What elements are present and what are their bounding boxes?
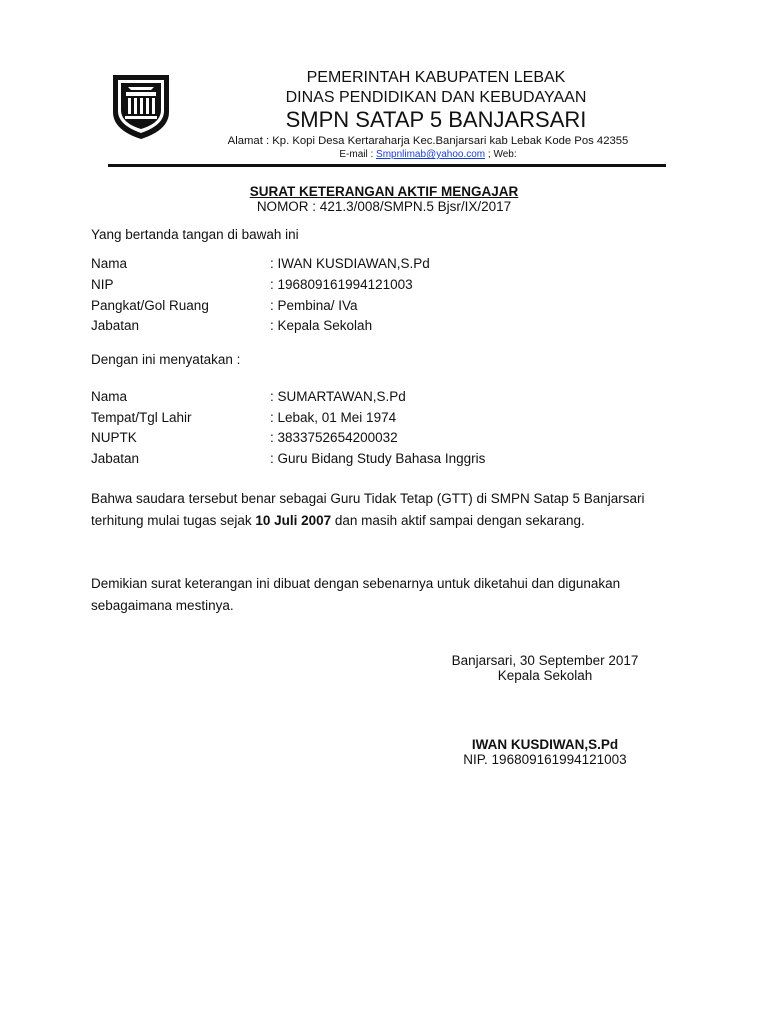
letterhead-contact [0,149,768,160]
signer-field-value: : IWAN KUSDIAWAN,S.Pd [270,256,430,271]
subject-field-value: : 3833752654200032 [270,430,398,445]
declaration-text: Dengan ini menyatakan : [91,352,241,367]
letterhead-government: PEMERINTAH KABUPATEN LEBAK [306,69,566,86]
start-date: 10 Juli 2007 [255,513,332,528]
subject-field-value: : Guru Bidang Study Bahasa Inggris [270,451,486,466]
letterhead-address: Alamat : Kp. Kopi Desa Kertaraharja Kec.Banjarsari kab Lebak Kode Pos 42355 [227,135,629,147]
web-label: ; Web: [485,149,517,160]
signer-field-value: : 196809161994121003 [270,277,413,292]
signer-field-label: Nama [91,256,128,271]
letterhead-school-name: SMPN SATAP 5 BANJARSARI [285,107,587,132]
letterhead-divider [108,164,666,167]
signer-field-value: : Kepala Sekolah [270,318,373,333]
email-link[interactable]: Smpnlimab@yahoo.com [376,149,486,160]
letter-title: SURAT KETERANGAN AKTIF MENGAJAR [249,184,519,199]
letterhead-department: DINAS PENDIDIKAN DAN KEBUDAYAAN [285,89,587,106]
signer-position: Kepala Sekolah [497,668,593,683]
signer-nip: NIP. 196809161994121003 [463,752,627,767]
intro-text: Yang bertanda tangan di bawah ini [91,227,299,242]
signer-field-label: Pangkat/Gol Ruang [91,298,209,313]
email-label: E-mail : [339,149,377,160]
subject-field-value: : SUMARTAWAN,S.Pd [270,389,406,404]
signer-field-label: Jabatan [91,318,140,333]
signer-field-value: : Pembina/ IVa [270,298,358,313]
signer-name: IWAN KUSDIWAN,S.Pd [471,737,619,752]
subject-field-label: NUPTK [91,430,137,445]
body-paragraph-status: Bahwa saudara tersebut benar sebagai Guru Tidak Tetap (GTT) di SMPN Satap 5 Banjarsari terhitung mulai tugas sejak 10 Juli 2007 dan masih aktif sampai dengan sekarang. [91,491,645,528]
subject-field-label: Nama [91,389,128,404]
subject-field-label: Tempat/Tgl Lahir [91,410,192,425]
letter-number: NOMOR : 421.3/008/SMPN.5 Bjsr/IX/2017 [256,199,512,214]
body-paragraph-closing: Demikian surat keterangan ini dibuat dengan sebenarnya untuk diketahui dan digunakan sebagaimana mestinya. [91,576,621,613]
place-date: Banjarsari, 30 September 2017 [451,653,639,668]
subject-field-label: Jabatan [91,451,140,466]
signer-field-label: NIP [91,277,114,292]
subject-field-value: : Lebak, 01 Mei 1974 [270,410,397,425]
